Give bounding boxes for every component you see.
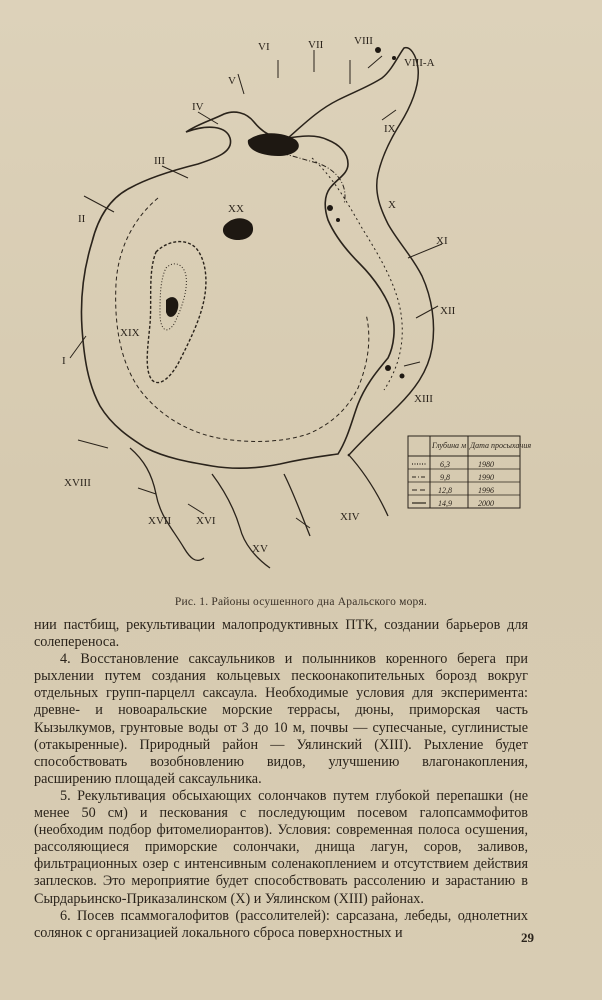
legend-date-value: 1996 (478, 486, 494, 495)
region-leader-lines (70, 50, 442, 528)
legend-table (408, 436, 531, 508)
map-figure (48, 28, 548, 594)
dark-spot (392, 56, 396, 60)
region-label-xii: XII (440, 305, 456, 317)
region-label-x: X (388, 199, 396, 211)
legend-date-value: 1990 (478, 473, 494, 482)
region-label-xx: XX (228, 203, 244, 215)
region-label-iii: III (154, 155, 165, 167)
legend-header-depth: Глубина м (432, 441, 467, 450)
dark-spot (336, 218, 340, 222)
region-label-xviii: XVIII (64, 477, 91, 489)
figure-caption: Рис. 1. Районы осушенного дна Аральского моря. (174, 596, 428, 608)
region-label-xi: XI (436, 235, 448, 247)
dark-spot (327, 205, 333, 211)
body-text (34, 617, 528, 942)
region-label-vii: VII (308, 39, 324, 51)
region-label-viii: VIII (354, 35, 373, 47)
island-xix-dark (166, 297, 178, 317)
region-label-ii: II (78, 213, 86, 225)
dark-spot (385, 365, 391, 371)
island-xix-core (160, 264, 186, 330)
paragraph: 5. Рекультивация обсыхающих солончаков путем глубокой перепашки (не менее 50 см) и пескования с последующим посевом галопсаммофитов (необходим подбор фитомелиорантов). Условия: современная полоса осушения, рассоляющиеся приморские солончаки, днища лагун, соров, заливов, фильтрационных озер с интенсивным соленакоплением и отсутствием действия заплесков. Это мероприятие будет способствовать рассолению и зарастанию в Сырдарьинско-Приказалинском (X) и Уялинском (XIII) районах. (34, 787, 528, 907)
outer-coastline (81, 112, 394, 468)
paragraph: 4. Восстановление саксаульников и полынников коренного берега при рыхлении путем создания кольцевых пескоонакопительных борозд вокруг отдельных групп-парцелл саксаула. Необходимые условия для эксперимента: древне- и новоаральские морские террасы, дюны, приморская часть Кызылкумов, грунтовые воды от 3 до 10 м, почвы — супесчаные, суглинистые (отакыренные). Природный район — Уялинский (XIII). Рыхление будет способствовать возобновлению видов, улучшению влагонакопления, расширению площадей саксаульника. (34, 651, 528, 787)
region-label-v: V (228, 75, 236, 87)
region-label-vi: VI (258, 41, 270, 53)
legend-depth-value: 14,9 (438, 499, 452, 508)
region-label-viii-a: VIII-А (404, 57, 435, 69)
paragraph: 6. Посев псаммогалофитов (рассолителей): сарсазана, лебеды, однолетних солянок с организацией локального сброса поверхностных и (34, 907, 528, 941)
page-number: 29 (521, 930, 534, 945)
legend-header-date: Дата просыхания (470, 441, 532, 450)
region-label-ix: IX (384, 123, 396, 135)
region-label-xvii: XVII (148, 515, 172, 527)
region-label-xiv: XIV (340, 511, 360, 523)
region-label-xvi: XVI (196, 515, 216, 527)
region-label-xv: XV (252, 543, 268, 555)
north-dark-patch (248, 133, 299, 156)
island-xx (223, 218, 253, 240)
aral-sea-map (48, 28, 548, 594)
dark-spot (375, 47, 381, 53)
paragraph: нии пастбищ, рекультивации малопродуктивных ПТК, создании барьеров для солепереноса. (34, 617, 528, 651)
legend-depth-value: 12,8 (438, 486, 452, 495)
region-label-i: I (62, 355, 66, 367)
legend-date-value: 1980 (478, 460, 494, 469)
legend-date-value: 2000 (478, 499, 494, 508)
region-label-iv: IV (192, 101, 204, 113)
region-label-xiii: XIII (414, 393, 433, 405)
east-shore (288, 48, 434, 456)
region-label-xix: XIX (120, 327, 140, 339)
legend-depth-value: 9,8 (440, 473, 450, 482)
dark-spot (400, 374, 405, 379)
legend-depth-value: 6,3 (440, 460, 450, 469)
